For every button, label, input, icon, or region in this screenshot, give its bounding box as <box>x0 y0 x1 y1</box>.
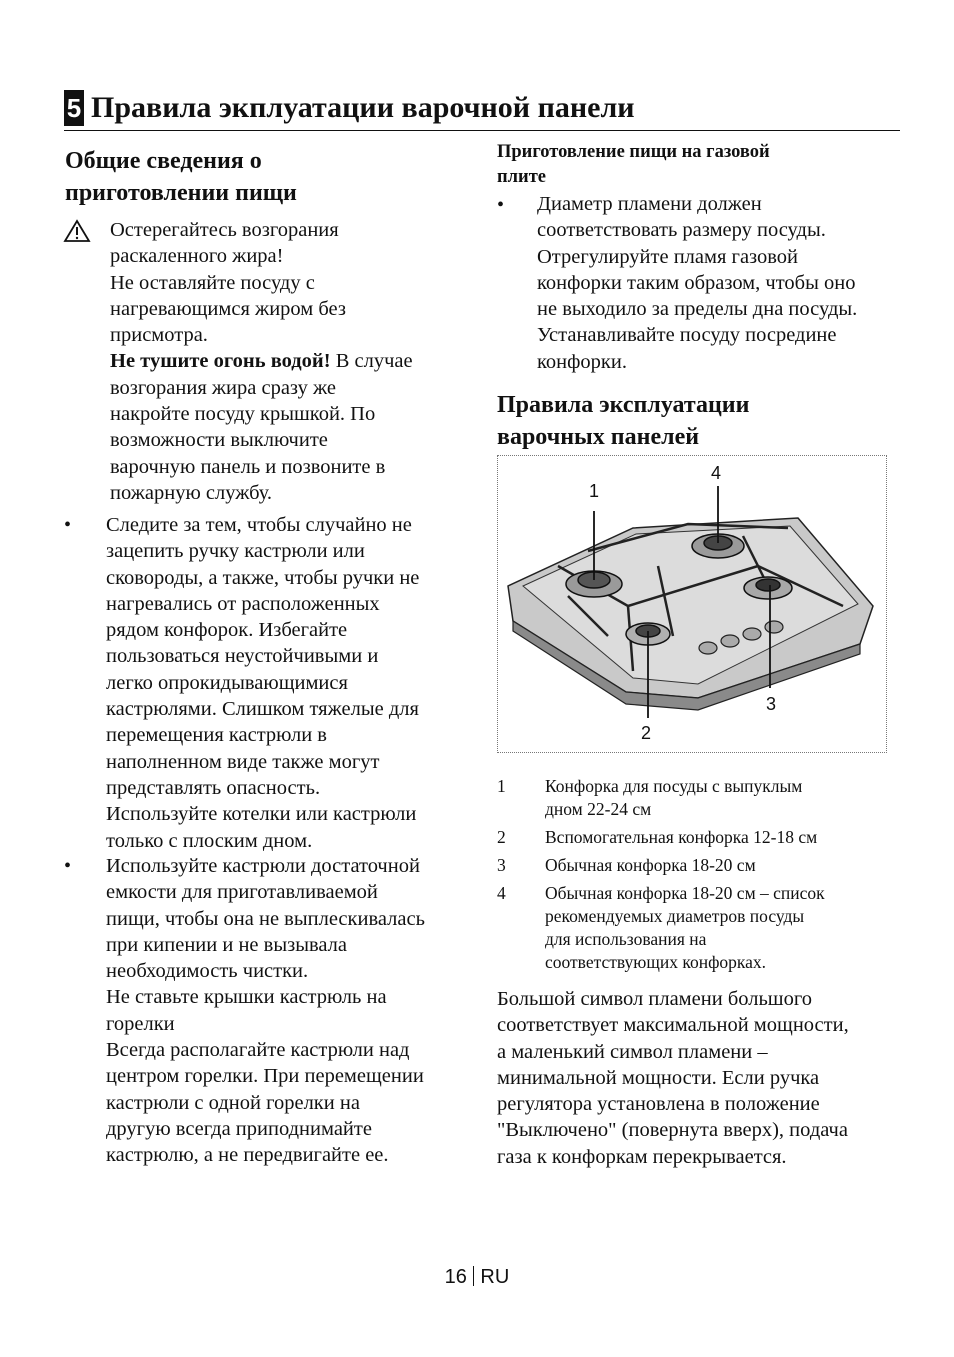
text-line: "Выключено" (повернута вверх), подача <box>497 1119 848 1142</box>
bullet-2 <box>106 853 471 1169</box>
footer-divider <box>473 1266 475 1286</box>
text-line: Всегда располагайте кастрюли над <box>106 1039 410 1062</box>
text-line: Не оставляйте посуду с <box>110 271 315 294</box>
text-line: зацепить ручку кастрюли или <box>106 540 365 563</box>
legend-line: Конфорка для посуды с выпуклым <box>545 776 803 796</box>
bullet-marker: • <box>64 855 72 877</box>
text-line: не выходило за пределы дна посуды. <box>537 298 858 321</box>
text-line: Следите за тем, чтобы случайно не <box>106 514 412 536</box>
text-line: Отрегулируйте пламя газовой <box>537 245 799 268</box>
text-line: Не ставьте крышки кастрюль на <box>106 986 387 1009</box>
legend-number: 1 <box>497 776 506 796</box>
gas-bullet <box>537 191 917 375</box>
text-line: нагревающимся жиром без <box>110 297 346 320</box>
bold-warning: Не тушите огонь водой! <box>110 350 331 373</box>
legend-number: 3 <box>497 855 506 875</box>
text-line: Большой символ пламени большого <box>497 988 812 1010</box>
heading-line: Правила эксплуатации <box>497 392 750 418</box>
figure-label-2: 2 <box>641 723 652 743</box>
section-number: 5 <box>64 90 84 126</box>
heading-line: Общие сведения о <box>65 148 262 174</box>
figure-label-3: 3 <box>766 694 777 714</box>
text-line: перемещения кастрюли в <box>106 724 327 747</box>
text-line: легко опрокидывающимися <box>106 671 348 694</box>
text-line: центром горелки. При перемещении <box>106 1065 424 1088</box>
text-line: представлять опасность. <box>106 776 321 799</box>
text-line: варочную панель и позвоните в <box>110 455 386 478</box>
text-line <box>110 348 470 374</box>
page-footer <box>0 1266 954 1289</box>
hob-diagram <box>497 455 887 753</box>
figure-label-4: 4 <box>711 463 722 483</box>
flame-paragraph <box>497 986 917 1170</box>
text-line: соответствовать размеру посуды. <box>537 219 826 242</box>
text-line: конфорки. <box>537 350 627 373</box>
text-line: раскаленного жира! <box>110 245 284 268</box>
legend-line: Вспомогательная конфорка 12-18 см <box>545 827 818 847</box>
legend-number: 4 <box>497 883 506 903</box>
legend-line: Обычная конфорка 18-20 см – список <box>545 883 825 903</box>
text-line: соответствует максимальной мощности, <box>497 1014 849 1037</box>
text-line: накройте посуду крышкой. По <box>110 403 376 426</box>
warning-triangle-icon <box>63 219 91 243</box>
page-number: 16 <box>444 1266 467 1288</box>
text-line: кастрюли с одной горелки на <box>106 1091 360 1114</box>
legend-line: рекомендуемых диаметров посуды <box>545 906 805 926</box>
legend-number: 2 <box>497 827 506 847</box>
text-line: Остерегайтесь возгорания <box>110 219 339 241</box>
text-line: Устанавливайте посуду посредине <box>537 324 837 347</box>
text-line: Диаметр пламени должен <box>537 193 762 215</box>
bullet-1 <box>106 512 471 854</box>
section-title: Правила экплуатации варочной панели <box>91 91 635 124</box>
text-line: а маленький символ пламени – <box>497 1040 768 1063</box>
section-header <box>64 86 900 131</box>
text-line: возгорания жира сразу же <box>110 376 336 399</box>
subheading-line: плите <box>497 167 546 187</box>
text-line: возможности выключите <box>110 429 328 452</box>
text-line: кастрюлю, а не передвигайте ее. <box>106 1144 389 1167</box>
legend-line: Обычная конфорка 18-20 см <box>545 855 756 875</box>
hob-illustration <box>498 456 886 752</box>
legend-line: дном 22-24 см <box>545 799 652 819</box>
heading-line: варочных панелей <box>497 424 700 450</box>
text-line: другую всегда приподнимайте <box>106 1117 372 1140</box>
text-line: емкости для приготавливаемой <box>106 881 378 904</box>
text-line: Используйте котелки или кастрюли <box>106 803 417 826</box>
legend-line: для использования на <box>545 929 707 949</box>
text-line: пожарную службу. <box>110 481 273 504</box>
text-line: регулятора установлена в положение <box>497 1093 820 1116</box>
text-line: Используйте кастрюли достаточной <box>106 855 420 877</box>
left-heading <box>65 145 465 209</box>
hob-rules-heading <box>497 389 897 453</box>
text-line: кастрюлями. Слишком тяжелые для <box>106 698 419 721</box>
text-line: присмотра. <box>110 324 208 347</box>
text-line: горелки <box>106 1012 175 1035</box>
text-line: минимальной мощности. Если ручка <box>497 1066 820 1089</box>
warning-block <box>110 217 470 506</box>
bullet-marker: • <box>497 194 505 216</box>
text-line: только с плоским дном. <box>106 829 313 852</box>
bullet-marker: • <box>64 514 72 536</box>
warning-continuation: В случае <box>330 350 413 373</box>
language-code: RU <box>480 1266 510 1288</box>
text-line: наполненном виде также могут <box>106 750 380 773</box>
text-line: при кипении и не вызывала <box>106 933 347 956</box>
text-line: газа к конфоркам перекрывается. <box>497 1145 787 1168</box>
text-line: пользоваться неустойчивыми и <box>106 645 379 668</box>
figure-label-1: 1 <box>589 481 600 501</box>
text-line: пищи, чтобы она не выплескивалась <box>106 907 425 930</box>
text-line: необходимость чистки. <box>106 960 309 983</box>
gas-subheading <box>497 140 897 190</box>
subheading-line: Приготовление пищи на газовой <box>497 142 770 162</box>
legend-line: соответствующих конфорках. <box>545 952 767 972</box>
text-line: конфорки таким образом, чтобы оно <box>537 271 856 294</box>
figure-legend <box>497 775 897 985</box>
heading-line: приготовлении пищи <box>65 180 297 206</box>
text-line: рядом конфорок. Избегайте <box>106 619 348 642</box>
text-line: нагревались от расположенных <box>106 592 380 615</box>
text-line: сковороды, а также, чтобы ручки не <box>106 566 420 589</box>
